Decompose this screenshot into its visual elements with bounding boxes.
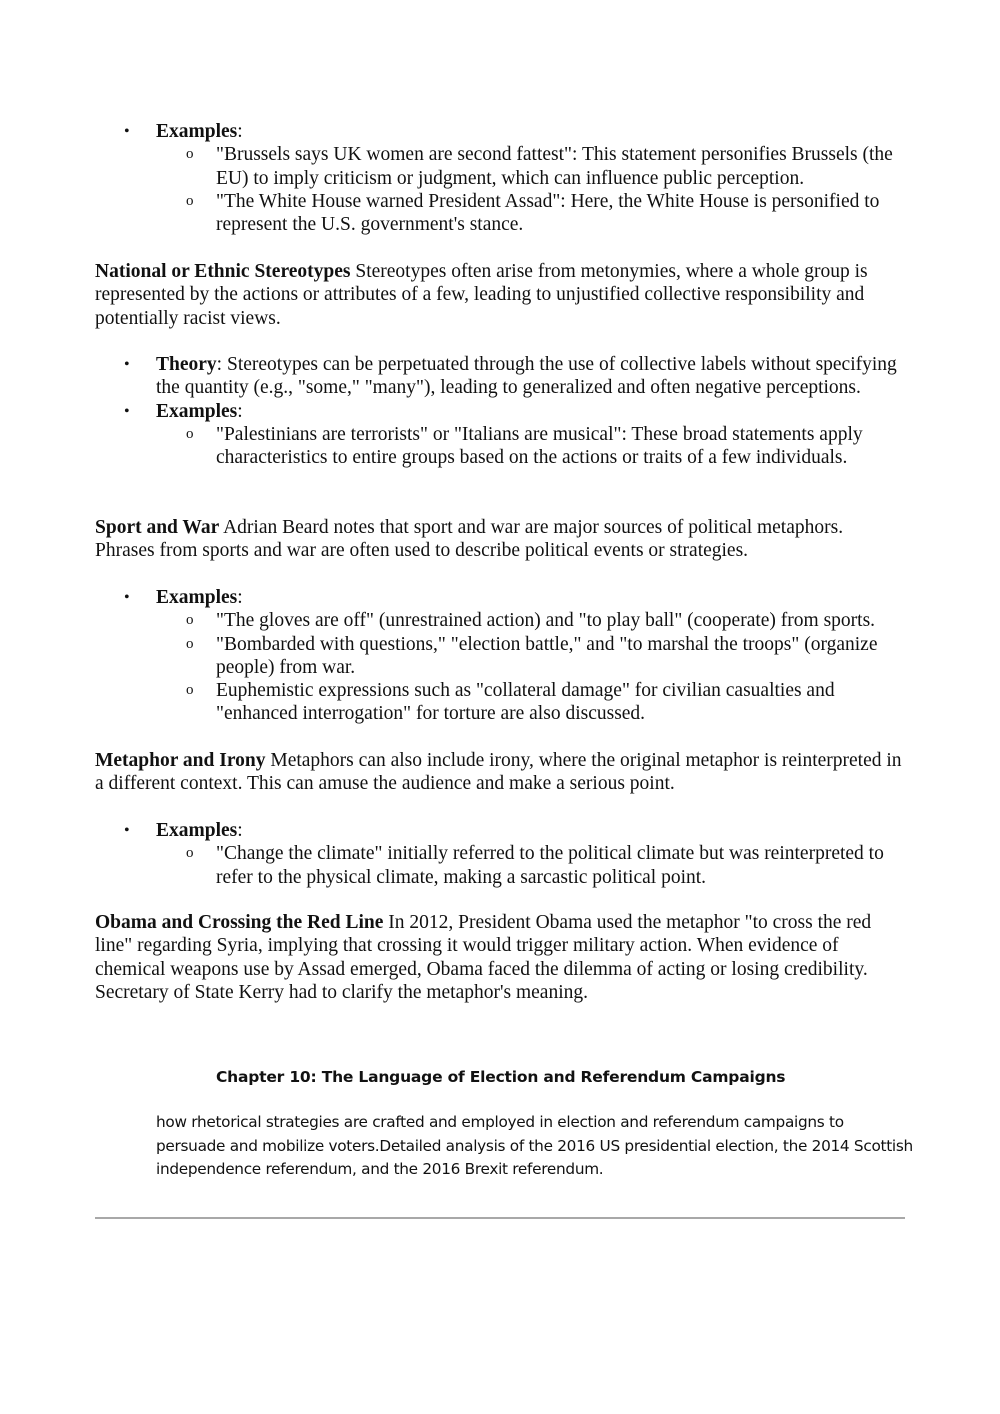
- bullet-item-examples: • Examples:: [0, 120, 1000, 143]
- sub-list: [0, 609, 1000, 725]
- chapter-title: Chapter 10: The Language of Election and Referendum Campaigns: [216, 1068, 786, 1086]
- bullet-item-examples: • Examples:: [0, 400, 1000, 423]
- bullet-label: Theory: [156, 354, 217, 375]
- examples-block-personification: [0, 120, 1000, 236]
- paragraph: [0, 516, 1000, 563]
- section-text: In 2012, President Obama used the metaphor "to cross the red line" regarding Syria, implying that crossing it would trigger military action. When evidence of chemical weapons use by Assad emerged, Obama faced the dilemma of acting or losing credibility. Secretary of State Kerry had to clarify the metaphor's meaning.: [95, 912, 872, 1003]
- bullet-label: Examples: [156, 820, 238, 841]
- sub-item: o Euphemistic expressions such as "collateral damage" for civilian casualties and "enhanced interrogation" for torture are also discussed.: [0, 679, 1000, 726]
- paragraph: [0, 911, 1000, 1004]
- section-heading: Metaphor and Irony: [95, 750, 266, 771]
- bullet-list: [0, 819, 1000, 842]
- sub-item: o "Brussels says UK women are second fattest": This statement personifies Brussels (the EU) to imply criticism or judgment, which can influence public perception.: [0, 143, 1000, 190]
- bullet-item-examples: • Examples:: [0, 586, 1000, 609]
- bullet-text: Stereotypes can be perpetuated through the use of collective labels without specifying the quantity (e.g., "some," "many"), leading to generalized and often negative perceptions.: [156, 354, 897, 399]
- horizontal-divider: [95, 1217, 905, 1219]
- sub-list: [0, 143, 1000, 236]
- sub-item: o "The gloves are off" (unrestrained action) and "to play ball" (cooperate) from sports.: [0, 609, 1000, 632]
- section-sport-war: [0, 516, 1000, 563]
- section-obama-red-line: [0, 911, 1000, 1004]
- sub-item: o "Bombarded with questions," "election battle," and "to marshal the troops" (organize people) from war.: [0, 633, 1000, 680]
- section-stereotypes: [0, 260, 1000, 330]
- sub-list: [0, 423, 1000, 470]
- paragraph: [0, 749, 1000, 796]
- sport-bullets: [0, 586, 1000, 726]
- sub-item: o "Palestinians are terrorists" or "Italians are musical": These broad statements apply characteristics to entire groups based on the actions or traits of a few individuals.: [0, 423, 1000, 470]
- bullet-list: [0, 353, 1000, 423]
- section-text: Stereotypes often arise from metonymies, where a whole group is represented by the actions or attributes of a few, leading to unjustified collective responsibility and potentially racist views.: [95, 261, 868, 329]
- irony-bullets: [0, 819, 1000, 889]
- bullet-list: [0, 120, 1000, 143]
- sub-list: [0, 842, 1000, 889]
- section-metaphor-irony: [0, 749, 1000, 796]
- section-heading: National or Ethnic Stereotypes: [95, 261, 351, 282]
- paragraph: [0, 260, 1000, 330]
- sub-item: o "The White House warned President Assad": Here, the White House is personified to represent the U.S. government's stance.: [0, 190, 1000, 237]
- section-text: Metaphors can also include irony, where the original metaphor is reinterpreted in a different context. This can amuse the audience and make a serious point.: [95, 750, 902, 795]
- section-heading: Sport and War: [95, 517, 220, 538]
- sub-item: o "Change the climate" initially referred to the political climate but was reinterpreted to refer to the physical climate, making a sarcastic political point.: [0, 842, 1000, 889]
- bullet-list: [0, 586, 1000, 609]
- section-text: Adrian Beard notes that sport and war are major sources of political metaphors. Phrases from sports and war are often used to describe political events or strategies.: [95, 517, 844, 562]
- bullet-item-theory: • Theory: Stereotypes can be perpetuated through the use of collective labels without specifying the quantity (e.g., "some," "many"), leading to generalized and often negative perceptions.: [0, 353, 1000, 400]
- bullet-label: Examples: [156, 400, 238, 422]
- chapter-summary: how rhetorical strategies are crafted and employed in election and referendum campaigns to persuade and mobilize voters.Detailed analysis of the 2016 US presidential election, the 2014 Scottish independence referendum, and the 2016 Brexit referendum.: [156, 1113, 913, 1178]
- stereotypes-bullets: [0, 353, 1000, 469]
- bullet-item-examples: • Examples:: [0, 819, 1000, 842]
- section-heading: Obama and Crossing the Red Line: [95, 912, 384, 933]
- bullet-label: Examples: [156, 587, 238, 608]
- bullet-label: Examples: [156, 121, 238, 142]
